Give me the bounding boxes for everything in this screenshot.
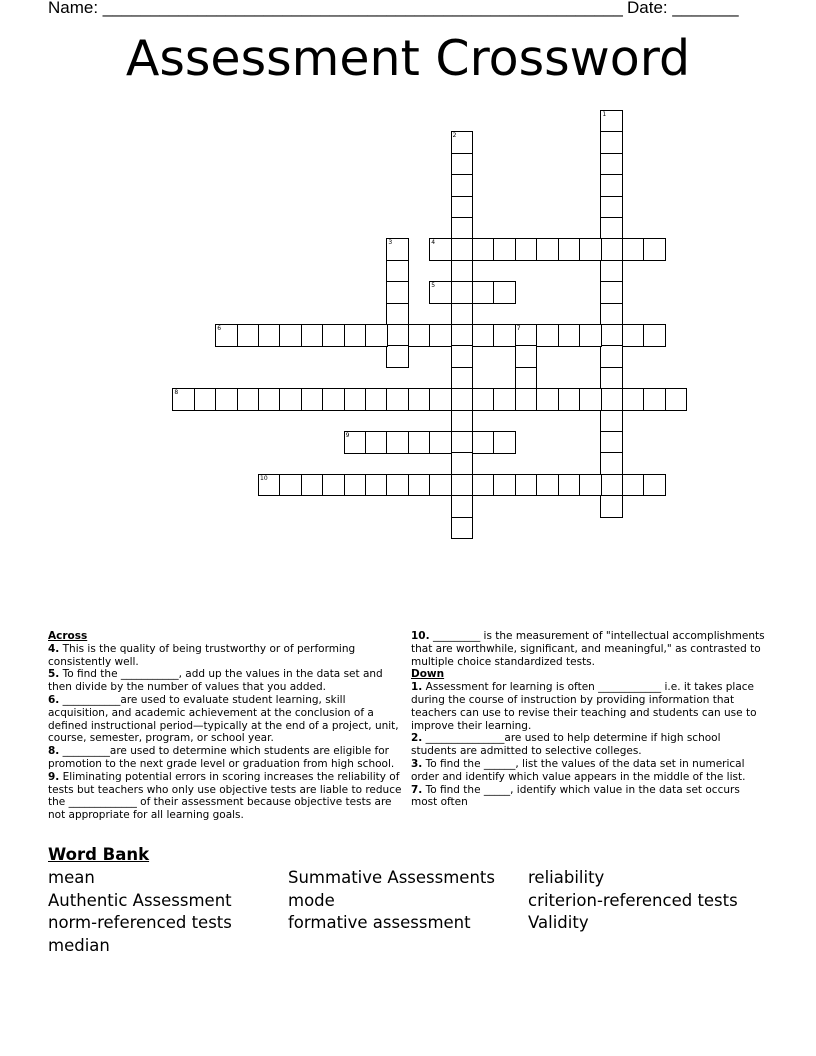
clue-across-8: 8. _________are used to determine which students are eligible for promotion to the next grade level or graduation from high school. — [48, 745, 395, 770]
word-bank-item: norm-referenced tests — [48, 913, 232, 932]
word-bank-item: median — [48, 936, 110, 955]
grid-cell[interactable] — [600, 410, 623, 433]
grid-cell[interactable] — [279, 474, 302, 497]
clue-number: 10 — [260, 474, 268, 482]
grid-cell[interactable] — [365, 324, 388, 347]
grid-cell[interactable] — [622, 388, 645, 411]
grid-cell[interactable] — [622, 324, 645, 347]
clue-number: 7 — [516, 325, 521, 332]
clue-number: 1 — [602, 111, 607, 118]
grid-cell[interactable] — [451, 153, 474, 176]
grid-cell[interactable] — [386, 303, 409, 326]
grid-cell[interactable] — [194, 388, 217, 411]
grid-cell[interactable] — [386, 260, 409, 283]
grid-cell[interactable] — [344, 324, 367, 347]
grid-cell[interactable] — [600, 174, 623, 197]
grid-cell[interactable] — [408, 431, 431, 454]
clue-number: 9 — [345, 432, 350, 439]
grid-cell[interactable] — [408, 388, 431, 411]
clue-number: 8 — [174, 389, 179, 397]
grid-cell[interactable] — [600, 217, 623, 240]
grid-cell[interactable] — [536, 238, 559, 261]
clues-column-right — [411, 630, 767, 809]
clue-down-7: 7. To find the _____, identify which value in the data set occurs most often — [411, 783, 740, 809]
clue-across-10: 10. _________ is the measurement of "intellectual accomplishments that are worthwhile, significant, and meaningful," as contrasted to multiple choice standardized tests. — [411, 630, 765, 668]
clue-number: 2 — [452, 132, 457, 140]
clue-across-4: 4. This is the quality of being trustworthy or of performing consistently well. — [48, 642, 356, 668]
grid-cell[interactable] — [558, 388, 581, 411]
grid-cell[interactable] — [451, 388, 474, 411]
grid-cell[interactable] — [429, 281, 452, 304]
clues-column-left — [48, 630, 408, 822]
grid-cell[interactable] — [600, 281, 623, 304]
clue-down-3: 3. To find the ______, list the values of the data set in numerical order and identify which value appears in the middle of the list. — [411, 757, 746, 783]
grid-cell[interactable] — [600, 303, 623, 326]
grid-cell[interactable] — [472, 388, 495, 411]
grid-cell[interactable] — [665, 388, 688, 411]
grid-cell[interactable] — [536, 474, 559, 497]
grid-cell[interactable] — [472, 238, 495, 261]
grid-cell[interactable] — [558, 324, 581, 347]
grid-cell[interactable] — [493, 238, 516, 261]
word-bank-item: Summative Assessments — [288, 868, 495, 887]
word-bank-item: criterion-referenced tests — [528, 891, 738, 910]
clue-across-9: 9. Eliminating potential errors in scoring increases the reliability of tests but teachers who only use objective tests are liable to reduce the _____________ of their assessment because objective tests are not appropriate for all learning goals. — [48, 770, 402, 822]
clue-number: 3 — [388, 239, 393, 247]
name-field: Name: _______________________________________________________ — [48, 0, 623, 17]
grid-cell[interactable] — [258, 324, 281, 347]
grid-cell[interactable] — [301, 324, 324, 347]
grid-cell[interactable] — [365, 431, 388, 454]
grid-cell[interactable] — [451, 324, 474, 347]
grid-cell[interactable] — [429, 474, 452, 497]
grid-cell[interactable] — [600, 388, 623, 411]
word-bank-item: mean — [48, 868, 95, 887]
word-bank-title: Word Bank — [48, 845, 150, 864]
grid-cell[interactable] — [536, 388, 559, 411]
grid-cell[interactable] — [451, 345, 474, 368]
grid-cell[interactable] — [451, 281, 474, 304]
grid-cell[interactable] — [386, 345, 409, 368]
grid-cell[interactable] — [386, 474, 409, 497]
grid-cell[interactable] — [579, 238, 602, 261]
grid-cell[interactable] — [493, 324, 516, 347]
word-bank-item: mode — [288, 891, 335, 910]
grid-cell[interactable] — [600, 131, 623, 154]
grid-cell[interactable] — [451, 431, 474, 454]
grid-cell[interactable] — [558, 238, 581, 261]
grid-cell[interactable] — [258, 474, 281, 497]
grid-cell[interactable] — [386, 388, 409, 411]
grid-cell[interactable] — [386, 324, 409, 347]
grid-cell[interactable] — [493, 281, 516, 304]
grid-cell[interactable] — [429, 388, 452, 411]
grid-cell[interactable] — [301, 474, 324, 497]
grid-cell[interactable] — [215, 388, 238, 411]
grid-cell[interactable] — [451, 410, 474, 433]
date-field: Date: _______ — [627, 0, 739, 17]
grid-cell[interactable] — [386, 238, 409, 261]
grid-cell[interactable] — [386, 431, 409, 454]
grid-cell[interactable] — [451, 217, 474, 240]
grid-cell[interactable] — [344, 474, 367, 497]
grid-cell[interactable] — [643, 474, 666, 497]
grid-cell[interactable] — [365, 474, 388, 497]
grid-cell[interactable] — [472, 324, 495, 347]
grid-cell[interactable] — [493, 431, 516, 454]
grid-cell[interactable] — [515, 474, 538, 497]
across-heading: Across — [48, 630, 88, 642]
grid-cell[interactable] — [451, 131, 474, 154]
clue-across-6: 6. ___________are used to evaluate student learning, skill acquisition, and academic achievement at the conclusion of a defined instructional period—typically at the end of a project, unit, course, semester, program, or school year. — [48, 693, 399, 745]
grid-cell[interactable] — [172, 388, 195, 411]
grid-cell[interactable] — [600, 367, 623, 390]
word-bank-item: formative assessment — [288, 913, 471, 932]
clue-across-5: 5. To find the ___________, add up the values in the data set and then divide by the number of values that you added. — [48, 668, 383, 694]
grid-cell[interactable] — [279, 324, 302, 347]
grid-cell[interactable] — [643, 324, 666, 347]
grid-cell[interactable] — [515, 345, 538, 368]
grid-cell[interactable] — [451, 196, 474, 219]
grid-cell[interactable] — [322, 474, 345, 497]
grid-cell[interactable] — [600, 452, 623, 475]
grid-cell[interactable] — [515, 388, 538, 411]
grid-cell[interactable] — [258, 388, 281, 411]
word-bank-item: Authentic Assessment — [48, 891, 232, 910]
grid-cell[interactable] — [600, 495, 623, 518]
grid-cell[interactable] — [622, 238, 645, 261]
grid-cell[interactable] — [600, 345, 623, 368]
grid-cell[interactable] — [643, 238, 666, 261]
word-bank-item: reliability — [528, 868, 605, 887]
clue-number: 5 — [431, 282, 436, 290]
grid-cell[interactable] — [237, 388, 260, 411]
word-bank-item: Validity — [528, 913, 589, 932]
grid-cell[interactable] — [515, 324, 538, 347]
grid-cell[interactable] — [579, 388, 602, 411]
grid-cell[interactable] — [365, 388, 388, 411]
grid-cell[interactable] — [386, 281, 409, 304]
grid-cell[interactable] — [600, 153, 623, 176]
grid-cell[interactable] — [279, 388, 302, 411]
grid-cell[interactable] — [451, 238, 474, 261]
grid-cell[interactable] — [429, 324, 452, 347]
grid-cell[interactable] — [600, 110, 623, 133]
grid-cell[interactable] — [472, 431, 495, 454]
grid-cell[interactable] — [515, 367, 538, 390]
grid-cell[interactable] — [215, 324, 238, 347]
grid-cell[interactable] — [493, 388, 516, 411]
clue-number: 4 — [431, 239, 436, 247]
grid-cell[interactable] — [600, 474, 623, 497]
grid-cell[interactable] — [472, 474, 495, 497]
clue-number: 6 — [217, 325, 222, 332]
grid-cell[interactable] — [515, 238, 538, 261]
page-title: Assessment Crossword — [125, 30, 691, 87]
grid-cell[interactable] — [322, 388, 345, 411]
grid-cell[interactable] — [579, 324, 602, 347]
grid-cell[interactable] — [451, 303, 474, 326]
grid-cell[interactable] — [600, 324, 623, 347]
clue-down-2: 2. _______________are used to help determine if high school students are admitted to selective colleges. — [411, 732, 721, 758]
grid-cell[interactable] — [643, 388, 666, 411]
clue-down-1: 1. Assessment for learning is often ____________ i.e. it takes place during the course of instruction by providing information that teachers can use to revise their teaching and students can use to improve their learning. — [411, 681, 757, 732]
grid-cell[interactable] — [472, 281, 495, 304]
grid-cell[interactable] — [600, 238, 623, 261]
grid-cell[interactable] — [451, 474, 474, 497]
grid-cell[interactable] — [451, 495, 474, 518]
down-heading: Down — [411, 668, 445, 681]
grid-cell[interactable] — [451, 260, 474, 283]
grid-cell[interactable] — [344, 431, 367, 454]
grid-cell[interactable] — [622, 474, 645, 497]
grid-cell[interactable] — [408, 324, 431, 347]
grid-cell[interactable] — [600, 196, 623, 219]
grid-cell[interactable] — [558, 474, 581, 497]
grid-cell[interactable] — [322, 324, 345, 347]
grid-cell[interactable] — [408, 474, 431, 497]
grid-cell[interactable] — [451, 367, 474, 390]
grid-cell[interactable] — [451, 452, 474, 475]
grid-cell[interactable] — [237, 324, 260, 347]
grid-cell[interactable] — [536, 324, 559, 347]
grid-cell[interactable] — [429, 431, 452, 454]
grid-cell[interactable] — [600, 260, 623, 283]
grid-cell[interactable] — [493, 474, 516, 497]
grid-cell[interactable] — [600, 431, 623, 454]
grid-cell[interactable] — [301, 388, 324, 411]
grid-cell[interactable] — [451, 174, 474, 197]
grid-cell[interactable] — [451, 517, 474, 540]
grid-cell[interactable] — [429, 238, 452, 261]
grid-cell[interactable] — [579, 474, 602, 497]
grid-cell[interactable] — [344, 388, 367, 411]
